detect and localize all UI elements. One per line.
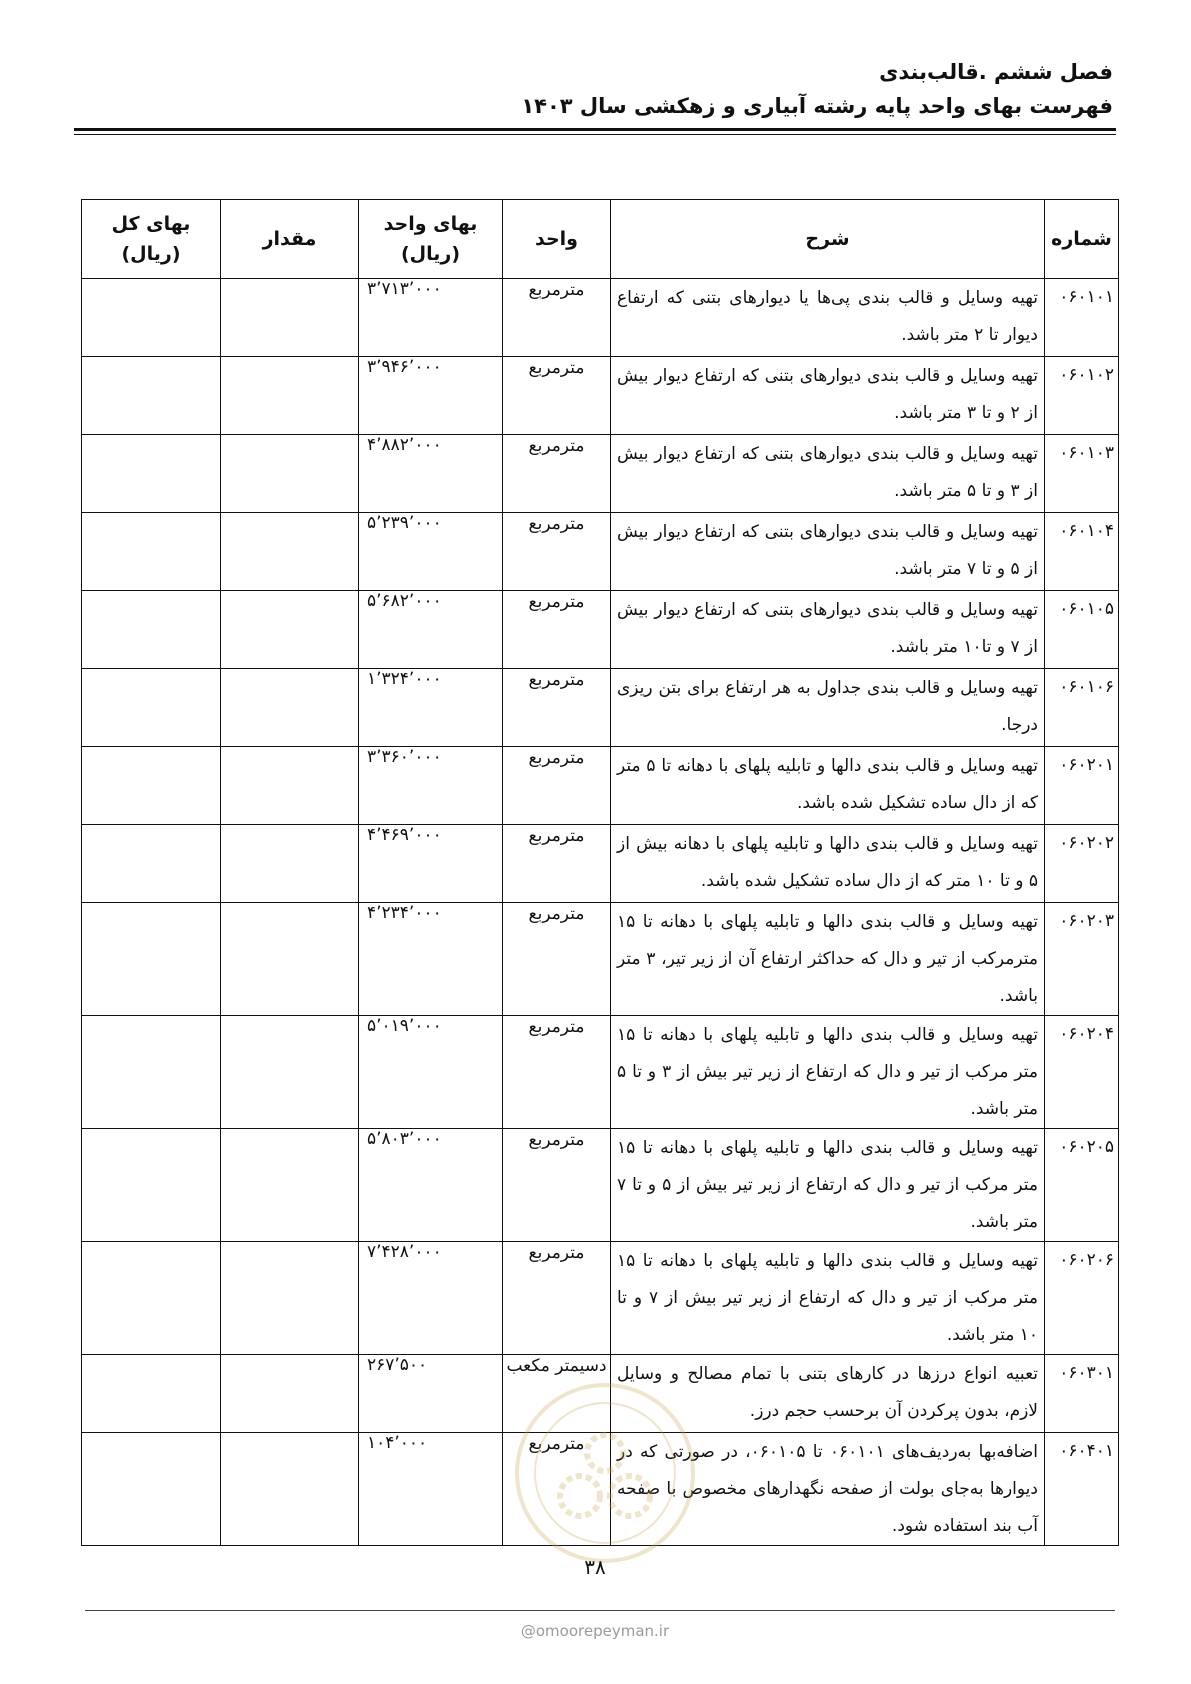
row-quantity (221, 669, 359, 747)
table-row (82, 747, 1119, 825)
row-quantity (221, 747, 359, 825)
row-description: تهیه وسایل و قالب بندی جداول به هر ارتفاع برای بتن ریزی درجا. (611, 669, 1045, 747)
row-unit: مترمربع (503, 1242, 611, 1355)
table-row (82, 825, 1119, 903)
row-quantity (221, 1355, 359, 1433)
row-unit-price: ۵٬۰۱۹٬۰۰۰ (359, 1016, 503, 1129)
row-unit-price: ۵٬۸۰۳٬۰۰۰ (359, 1129, 503, 1242)
row-total-price (82, 513, 221, 591)
row-total-price (82, 1433, 221, 1546)
row-unit-price: ۳٬۹۴۶٬۰۰۰ (359, 357, 503, 435)
row-unit: مترمربع (503, 357, 611, 435)
row-unit: مترمربع (503, 747, 611, 825)
row-description: تهیه وسایل و قالب بندی دالها و تابلیه پلهای با دهانه تا ۵ متر که از دال ساده تشکیل شده باشد. (611, 747, 1045, 825)
table-row (82, 1242, 1119, 1355)
row-unit: مترمربع (503, 903, 611, 1016)
row-description: تهیه وسایل و قالب بندی دیوارهای بتنی که ارتفاع دیوار بیش از ۲ و تا ۳ متر باشد. (611, 357, 1045, 435)
chapter-title: فصل ششم .قالب‌بندی (879, 60, 1113, 84)
table-row (82, 591, 1119, 669)
col-header-quantity: مقدار (221, 200, 359, 279)
row-total-price (82, 669, 221, 747)
col-header-unit-price: بهای واحد (ریال) (359, 200, 503, 279)
row-total-price (82, 747, 221, 825)
row-number: ۰۶۰۲۰۵ (1045, 1129, 1119, 1242)
row-quantity (221, 903, 359, 1016)
row-unit-price: ۴٬۴۶۹٬۰۰۰ (359, 825, 503, 903)
row-unit-price: ۱۰۴٬۰۰۰ (359, 1433, 503, 1546)
row-unit: مترمربع (503, 669, 611, 747)
row-description: تهیه وسایل و قالب بندی دالها و تابلیه پلهای با دهانه تا ۱۵ متر مرکب از تیر و دال که ارتفاع از زیر تیر بیش از ۷ و تا ۱۰ متر باشد. (611, 1242, 1045, 1355)
row-unit-price: ۳٬۳۶۰٬۰۰۰ (359, 747, 503, 825)
row-description: تهیه وسایل و قالب بندی دیوارهای بتنی که ارتفاع دیوار بیش از ۷ و تا۱۰ متر باشد. (611, 591, 1045, 669)
row-quantity (221, 513, 359, 591)
row-number: ۰۶۰۲۰۱ (1045, 747, 1119, 825)
header-rule-thick (74, 128, 1116, 131)
row-unit-price: ۵٬۲۳۹٬۰۰۰ (359, 513, 503, 591)
page-number: ۳۸ (584, 1555, 606, 1579)
row-total-price (82, 591, 221, 669)
watermark-seal-icon (510, 1378, 700, 1568)
row-unit-price: ۷٬۴۲۸٬۰۰۰ (359, 1242, 503, 1355)
row-unit: مترمربع (503, 279, 611, 357)
row-unit-price: ۲۶۷٬۵۰۰ (359, 1355, 503, 1433)
table-row (82, 669, 1119, 747)
row-description: تهیه وسایل و قالب بندی پی‌ها یا دیوارهای بتنی که ارتفاع دیوار تا ۲ متر باشد. (611, 279, 1045, 357)
row-description: تهیه وسایل و قالب بندی دیوارهای بتنی که ارتفاع دیوار بیش از ۵ و تا ۷ متر باشد. (611, 513, 1045, 591)
row-description: اضافه‌بها به‌ردیف‌های ۰۶۰۱۰۱ تا ۰۶۰۱۰۵، در صورتی که در دیوارها به‌جای بولت از صفحه نگهدارهای مخصوص با صفحه آب بند استفاده شود. (611, 1433, 1045, 1546)
table-row (82, 1016, 1119, 1129)
row-unit-price: ۴٬۲۳۴٬۰۰۰ (359, 903, 503, 1016)
row-unit-price: ۴٬۸۸۲٬۰۰۰ (359, 435, 503, 513)
row-quantity (221, 1433, 359, 1546)
row-quantity (221, 1016, 359, 1129)
row-quantity (221, 591, 359, 669)
row-unit: مترمربع (503, 435, 611, 513)
row-quantity (221, 279, 359, 357)
row-unit-price: ۱٬۳۲۴٬۰۰۰ (359, 669, 503, 747)
page-header (73, 55, 1113, 123)
table-row (82, 435, 1119, 513)
row-total-price (82, 825, 221, 903)
row-total-price (82, 1355, 221, 1433)
website-watermark: @omoorepeyman.ir (520, 1622, 670, 1640)
table-row (82, 513, 1119, 591)
row-unit-price: ۳٬۷۱۳٬۰۰۰ (359, 279, 503, 357)
row-total-price (82, 903, 221, 1016)
row-number: ۰۶۰۱۰۶ (1045, 669, 1119, 747)
row-number: ۰۶۰۱۰۳ (1045, 435, 1119, 513)
row-unit: مترمربع (503, 1129, 611, 1242)
row-number: ۰۶۰۲۰۳ (1045, 903, 1119, 1016)
row-quantity (221, 1129, 359, 1242)
row-total-price (82, 279, 221, 357)
row-unit: مترمربع (503, 825, 611, 903)
col-header-unit: واحد (503, 200, 611, 279)
row-description: تهیه وسایل و قالب بندی دالها و تابلیه پلهای با دهانه تا ۱۵ متر مرکب از تیر و دال که ارتفاع از زیر تیر بیش از ۵ و تا ۷ متر باشد. (611, 1129, 1045, 1242)
row-unit: مترمربع (503, 1016, 611, 1129)
row-number: ۰۶۰۴۰۱ (1045, 1433, 1119, 1546)
row-number: ۰۶۰۱۰۵ (1045, 591, 1119, 669)
table-row (82, 1129, 1119, 1242)
row-quantity (221, 435, 359, 513)
price-list-table (81, 199, 1119, 1546)
row-number: ۰۶۰۱۰۴ (1045, 513, 1119, 591)
row-number: ۰۶۰۲۰۶ (1045, 1242, 1119, 1355)
footer-rule (85, 1610, 1115, 1611)
row-unit: مترمربع (503, 1433, 611, 1546)
row-description: تهیه وسایل و قالب بندی دالها و تابلیه پلهای با دهانه بیش از ۵ و تا ۱۰ متر که از دال ساده تشکیل شده باشد. (611, 825, 1045, 903)
table-row (82, 357, 1119, 435)
row-description: تهیه وسایل و قالب بندی دیوارهای بتنی که ارتفاع دیوار بیش از ۳ و تا ۵ متر باشد. (611, 435, 1045, 513)
row-total-price (82, 357, 221, 435)
row-description: تعبیه انواع درزها در کارهای بتنی با تمام مصالح و وسایل لازم، بدون پرکردن آن برحسب حجم درز. (611, 1355, 1045, 1433)
table-row (82, 903, 1119, 1016)
table-header-row (82, 200, 1119, 279)
row-number: ۰۶۰۱۰۱ (1045, 279, 1119, 357)
row-description: تهیه وسایل و قالب بندی دالها و تابلیه پلهای با دهانه تا ۱۵ متر مرکب از تیر و دال که ارتفاع از زیر تیر بیش از ۳ و تا ۵ متر باشد. (611, 1016, 1045, 1129)
row-total-price (82, 1242, 221, 1355)
col-header-total-price: بهای کل (ریال) (82, 200, 221, 279)
row-number: ۰۶۰۲۰۴ (1045, 1016, 1119, 1129)
document-subtitle: فهرست بهای واحد پایه رشته آبیاری و زهکشی سال ۱۴۰۳ (521, 94, 1113, 118)
row-number: ۰۶۰۲۰۲ (1045, 825, 1119, 903)
row-total-price (82, 1129, 221, 1242)
col-header-number: شماره (1045, 200, 1119, 279)
row-unit-price: ۵٬۶۸۲٬۰۰۰ (359, 591, 503, 669)
row-description: تهیه وسایل و قالب بندی دالها و تابلیه پلهای با دهانه تا ۱۵ مترمرکب از تیر و دال که حداکثر ارتفاع آن از زیر تیر، ۳ متر باشد. (611, 903, 1045, 1016)
row-unit: دسیمتر مکعب (503, 1355, 611, 1433)
header-rule-thin (74, 134, 1116, 135)
row-total-price (82, 1016, 221, 1129)
row-unit: مترمربع (503, 591, 611, 669)
row-quantity (221, 357, 359, 435)
row-quantity (221, 825, 359, 903)
row-unit: مترمربع (503, 513, 611, 591)
col-header-description: شرح (611, 200, 1045, 279)
row-quantity (221, 1242, 359, 1355)
row-total-price (82, 435, 221, 513)
row-number: ۰۶۰۳۰۱ (1045, 1355, 1119, 1433)
row-number: ۰۶۰۱۰۲ (1045, 357, 1119, 435)
table-row (82, 279, 1119, 357)
